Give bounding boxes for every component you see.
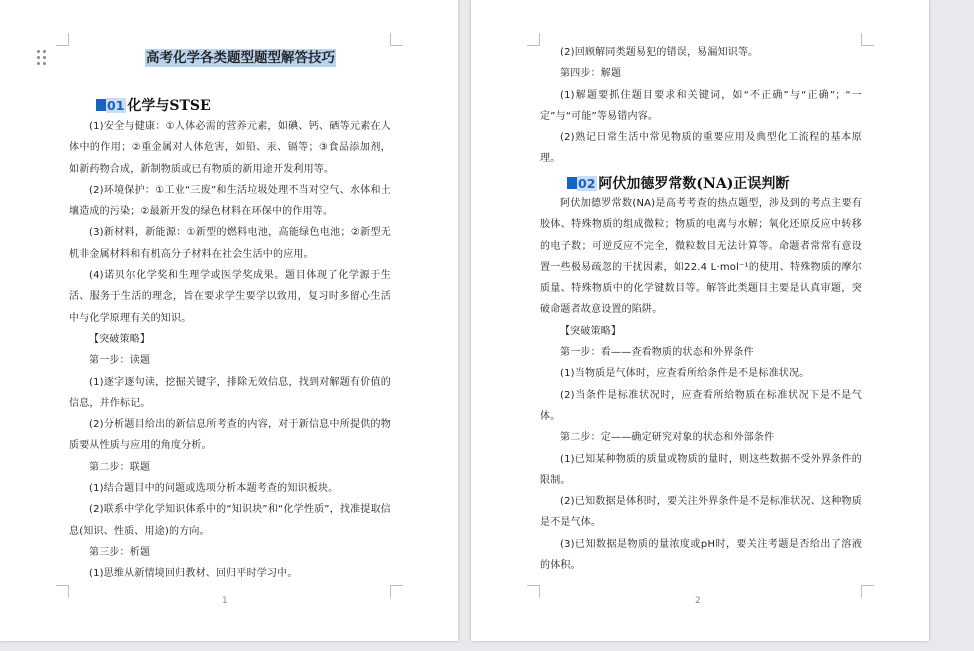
paragraph: 第四步：解题	[560, 68, 622, 80]
margin-corner-top-left	[56, 33, 69, 46]
paragraph: (1)安全与健康：①人体必需的营养元素，如碘、钙、硒等元素在人体中的作用；②重金属对人体危害，如铅、汞、镉等；③食品添加剂，如新药物合成，新制物质或已有物质的新用途开发利用等。	[69, 121, 391, 175]
document-page-2	[471, 0, 929, 641]
margin-corner-bottom-right	[390, 585, 403, 598]
page-1-body[interactable]	[69, 116, 391, 585]
paragraph: (3)新材料，新能源：①新型的燃料电池，高能绿色电池；②新型无机非金属材料和有机高分子材料在社会生活中的应用。	[69, 227, 391, 260]
paragraph: (1)当物质是气体时，应查看所给条件是不是标准状况。	[560, 368, 810, 380]
paragraph: (2)回顾解同类题易犯的错误，易漏知识等。	[560, 47, 759, 58]
paragraph: 【突破策略】	[560, 325, 622, 337]
paragraph: 第三步：析题	[89, 546, 151, 558]
paragraph: (4)诺贝尔化学奖和生理学或医学奖成果。题目体现了化学源于生活、服务于生活的理念，旨在要求学生要学以致用，复习时多留心生活中与化学原理有关的知识。	[69, 270, 391, 324]
paragraph: (2)熟记日常生活中常见物质的重要应用及典型化工流程的基本原理。	[540, 132, 862, 165]
paragraph: 第二步：定——确定研究对象的状态和外部条件	[560, 432, 775, 444]
section-number: 02	[578, 176, 596, 191]
drag-handle-icon[interactable]	[37, 50, 49, 66]
margin-corner-top-right	[861, 33, 874, 46]
section-number: 01	[107, 98, 125, 113]
paragraph: 第一步：读题	[89, 355, 151, 367]
paragraph: (2)当条件是标准状况时，应查看所给物质在标准状况下是不是气体。	[540, 389, 862, 422]
margin-corner-top-right	[390, 33, 403, 46]
document-title[interactable]: 高考化学各类题型题型解答技巧	[146, 50, 335, 66]
paragraph: (1)逐字逐句读，挖掘关键字，排除无效信息，找到对解题有价值的信息，并作标记。	[69, 376, 391, 409]
paragraph: (2)已知数据是体积时，要关注外界条件是不是标准状况、这种物质是不是气体。	[540, 496, 862, 529]
paragraph: 【突破策略】	[89, 333, 151, 345]
margin-corner-bottom-left	[56, 585, 69, 598]
paragraph: (3)已知数据是物质的量浓度或pH时，要关注考题是否给出了溶液的体积。	[540, 538, 862, 572]
margin-corner-top-left	[527, 33, 540, 46]
paragraph: 第二步：联题	[89, 461, 151, 473]
section-marker-icon	[567, 177, 577, 189]
page-number: 2	[695, 596, 701, 606]
paragraph: 阿伏加德罗常数(NA)是高考考查的热点题型，涉及到的考点主要有胶体、特殊物质的组成微粒；物质的电离与水解；氧化还原反应中转移的电子数；可逆反应不完全，微粒数目无法计算等。命题者常常有意设置一些极易疏忽的干扰因素，如22.4 L·mol⁻¹的使用、特殊物质的摩尔质量、特殊物质中的化学键数目等。解答此类题目主要是认真审题，突破命题者故意设置的陷阱。	[540, 198, 862, 316]
section-heading-01[interactable]	[96, 96, 211, 116]
paragraph: 第一步：看——查看物质的状态和外界条件	[560, 347, 754, 359]
paragraph: (1)解题要抓住题目要求和关键词，如“不正确”与“正确”；“一定”与“可能”等易错内容。	[540, 89, 862, 122]
document-page-1	[0, 0, 458, 641]
paragraph: (2)分析题目给出的新信息所考查的内容，对于新信息中所提供的物质要从性质与应用的角度分析。	[69, 419, 391, 452]
section-marker-icon	[96, 99, 106, 111]
page-2-body-top[interactable]	[540, 42, 862, 170]
paragraph: (2)联系中学化学知识体系中的“知识块”和“化学性质”，找准提取信息(知识、性质、用途)的方向。	[69, 504, 391, 537]
section-title: 阿伏加德罗常数(NA)正误判断	[598, 176, 790, 192]
margin-corner-bottom-right	[861, 585, 874, 598]
section-title: 化学与STSE	[127, 98, 211, 114]
paragraph: (1)结合题目中的问题或选项分析本题考查的知识板块。	[89, 483, 339, 495]
page-2-body[interactable]	[540, 193, 862, 576]
section-heading-02[interactable]	[567, 174, 789, 194]
page-number: 1	[222, 596, 228, 606]
paragraph: (2)环境保护：①工业“三废”和生活垃圾处理不当对空气、水体和土壤造成的污染；②最新开发的绿色材料在环保中的作用等。	[69, 184, 391, 218]
paragraph: (1)已知某种物质的质量或物质的量时，则这些数据不受外界条件的限制。	[540, 453, 862, 486]
paragraph: (1)思维从新情境回归教材、回归平时学习中。	[89, 568, 298, 580]
margin-corner-bottom-left	[527, 585, 540, 598]
